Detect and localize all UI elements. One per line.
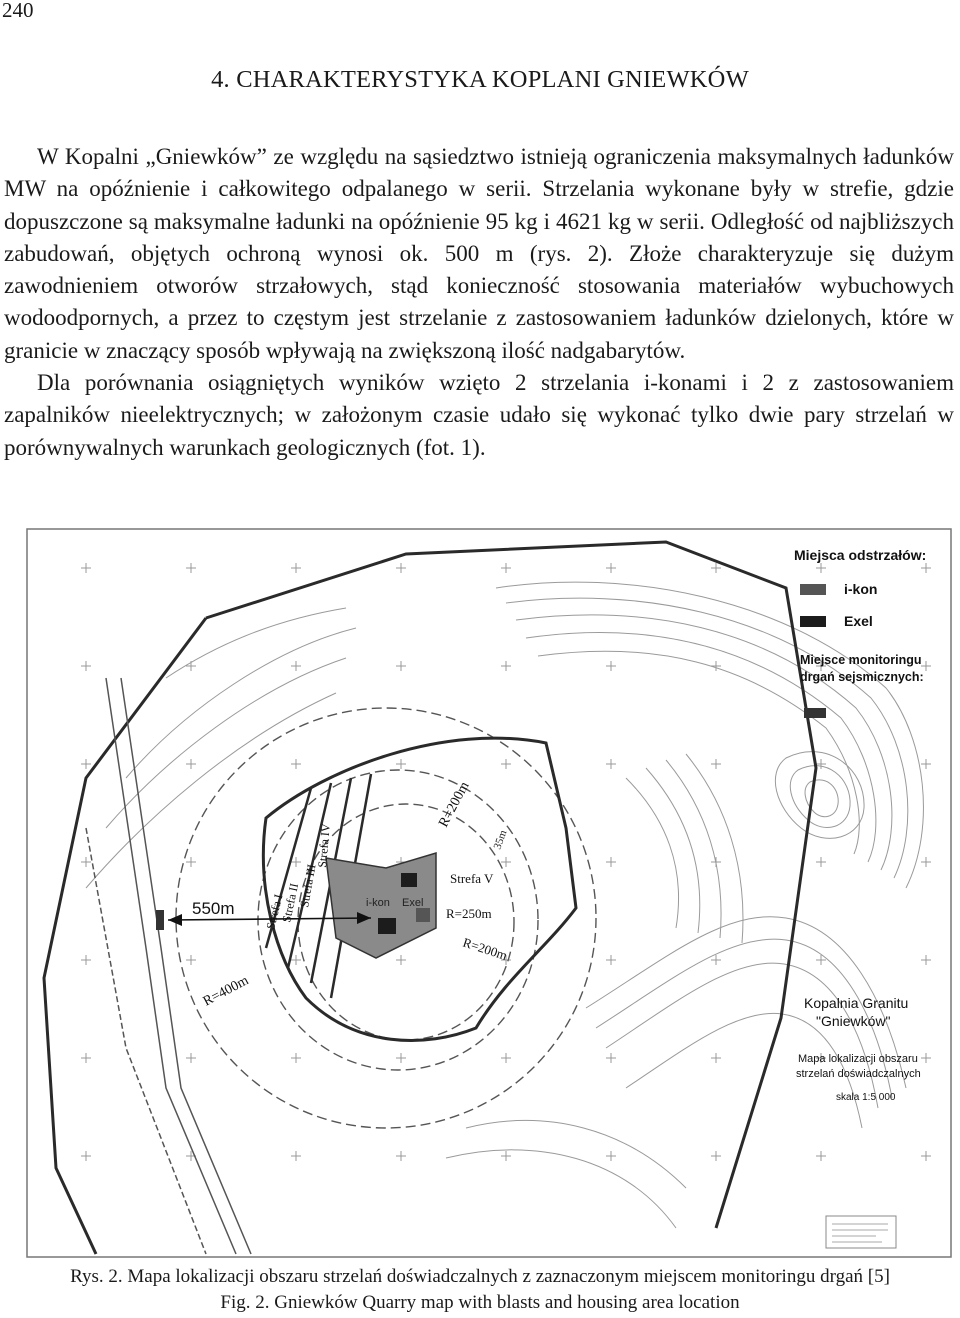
paragraph-1: W Kopalni „Gniewków” ze względu na sąsiedztwo istnieją ograniczenia maksymalnych ładunków MW na opóźnienie i całkowitego odpalanego w serii. Strzelania wykonane były w strefie, gdzie dopuszczone są maksymalne ładunki na opóźnienie 95 kg i 4621 kg w serii. Odległość od najbliższych zabudowań, objętych ochroną wynosi ok. 500 m (rys. 2). Złoże charakteryzuje się dużym zawodnieniem otworów strzałowych, stąd konieczność stosowania materiałów wybuchowych wodoodpornych, a przez to częstym jest strzelanie z zastosowaniem ładunków dzielonych, które w granicie w znaczący sposób wpływają na zwiększoną ilość nadgabarytów. <box>4 144 954 363</box>
outer-boundary-west <box>44 618 206 1254</box>
title-block-line3: Mapa lokalizacji obszaru <box>798 1053 918 1065</box>
legend <box>794 547 926 718</box>
contour <box>606 963 878 1108</box>
zone-iv-label: Strefa IV <box>315 822 333 869</box>
distance-label: 550m <box>192 899 235 918</box>
contour <box>466 1121 686 1189</box>
title-block-line4: strzelań doświadczalnych <box>796 1068 921 1080</box>
title-block-line1: Kopalnia Granitu <box>804 995 909 1011</box>
quarry-map-figure <box>26 528 952 1258</box>
contour <box>686 754 743 943</box>
contour <box>166 608 346 678</box>
title-block-line2: "Gniewków" <box>816 1013 891 1029</box>
contour <box>446 1150 676 1228</box>
blast-label-exel: Exel <box>402 897 424 909</box>
legend-swatch-ikon <box>800 584 826 595</box>
stamp <box>826 1216 896 1248</box>
legend-monitoring-line1: Miejsce monitoringu <box>800 653 922 667</box>
legend-label-exel: Exel <box>844 613 873 629</box>
legend-title: Miejsca odstrzałów: <box>794 547 927 563</box>
legend-label-ikon: i-kon <box>844 581 878 597</box>
radius-400-label: R=400m <box>200 973 252 1010</box>
body-text <box>4 141 954 464</box>
map-title-block <box>796 995 921 1103</box>
map-frame <box>27 529 951 1257</box>
blast-marker-ikon <box>416 908 430 922</box>
blast-marker-exel <box>378 918 396 934</box>
quarry-map <box>26 528 952 1258</box>
figure-caption-pl: Rys. 2. Mapa lokalizacji obszaru strzelań doświadczalnych z zaznaczonym miejscem monitoringu drgań [5] <box>70 1266 890 1287</box>
legend-swatch-monitor <box>804 708 826 718</box>
page-number: 240 <box>2 0 34 22</box>
paragraph-2: Dla porównania osiągniętych wyników wzięto 2 strzelania i-konami i 2 z zastosowaniem zapalników nieelektrycznych; w założonym czasie udało się wykonać tylko dwie pary strzelań w porównywalnych warunkach geologicznych (fot. 1). <box>4 370 954 460</box>
legend-swatch-exel <box>800 616 826 627</box>
blast-label-ikon: i-kon <box>366 897 390 909</box>
zone-i-label: Strefa I <box>263 892 286 931</box>
radius-200-low-label: R=200m <box>461 934 510 963</box>
section-heading: 4. CHARAKTERYSTYKA KOPLANI GNIEWKÓW <box>211 66 749 93</box>
title-block-scale: skala 1:5 000 <box>836 1092 896 1103</box>
legend-monitoring-line2: drgań sejsmicznych: <box>800 670 924 684</box>
radius-250-label: R=250m <box>446 906 492 921</box>
monitor-marker <box>156 910 164 930</box>
zone-ii-label: Strefa II <box>279 881 302 924</box>
blast-marker-exel <box>401 873 417 887</box>
zone-iii-label: Strefa III <box>297 863 319 909</box>
figure-caption-en: Fig. 2. Gniewków Quarry map with blasts and housing area location <box>220 1292 740 1313</box>
contour <box>666 760 721 938</box>
contour <box>775 752 864 839</box>
radius-200-top-label: R=200m <box>436 779 473 830</box>
contour <box>646 768 700 933</box>
contour <box>126 628 356 778</box>
zone-v-label: Strefa V <box>450 871 494 886</box>
contour <box>86 693 336 888</box>
small-label: 35m <box>491 828 510 852</box>
contour <box>790 766 850 828</box>
